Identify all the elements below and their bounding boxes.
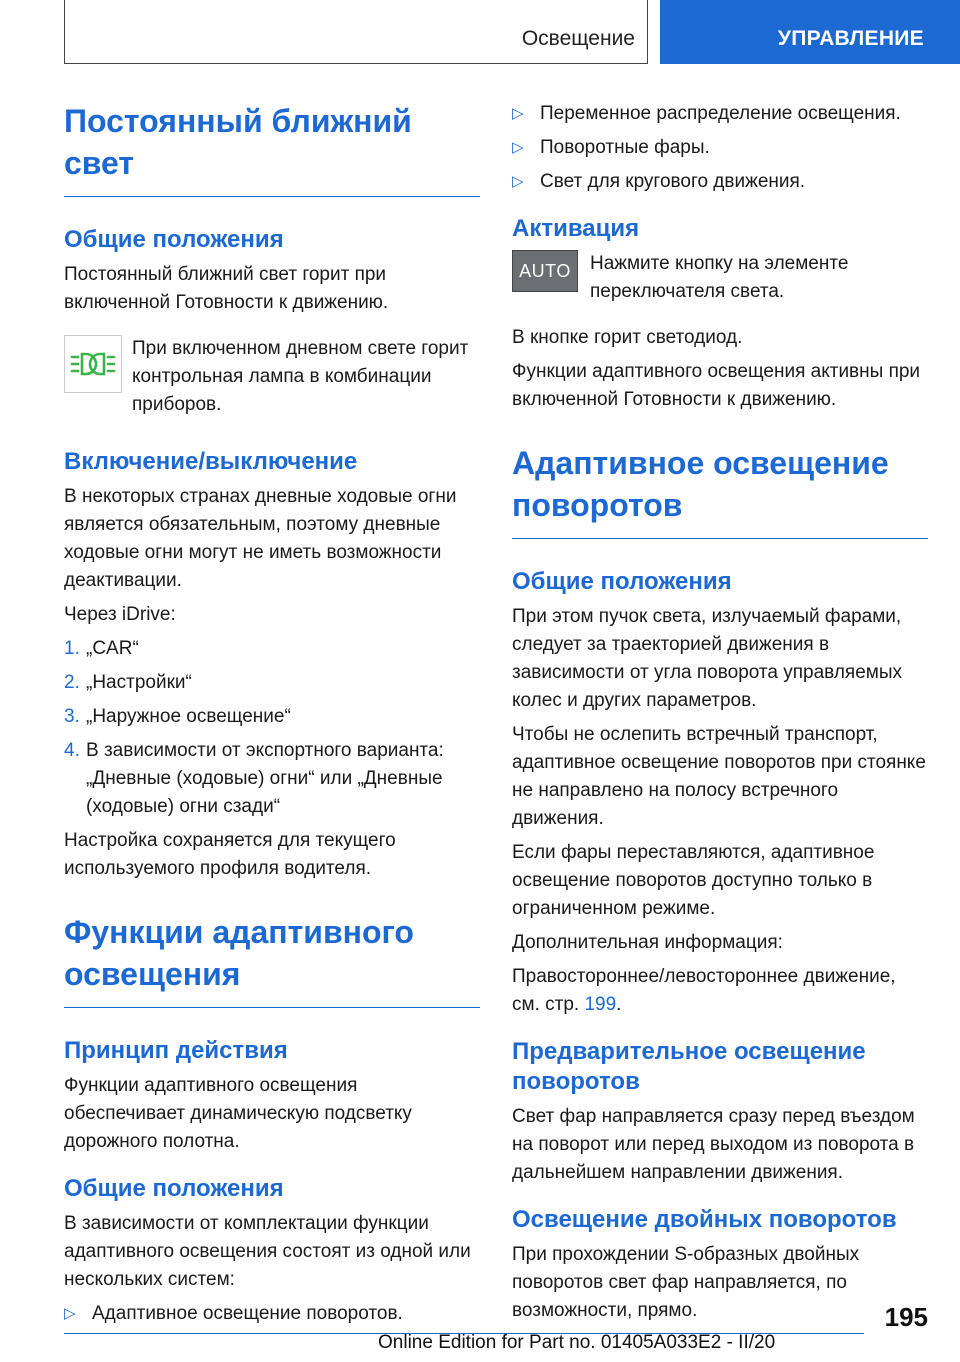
- step-number: 4.: [64, 740, 80, 761]
- paragraph-indicator: При включенном дневном свете горит контрольная лампа в комбинации приборов.: [132, 338, 469, 415]
- header-section-box: [64, 0, 648, 64]
- paragraph-principle: Функции адаптивного освещения обеспечивает динамическую подсветку дорожного полотна.: [64, 1075, 412, 1152]
- page-number: 195: [884, 1302, 928, 1332]
- list-item: [512, 134, 928, 162]
- heading-adaptive-functions: Функции адаптивного освещения: [64, 911, 480, 1008]
- list-item: [64, 669, 480, 697]
- list-item: [512, 100, 928, 128]
- paragraph-general-2: В зависимости от комплектации функции адаптивного освещения состоят из одной или нескольких систем:: [64, 1213, 471, 1290]
- paragraph-beam: При этом пучок света, излучаемый фарами, следует за траекторией движения в зависимости от угла поворота управляемых колес и других параметров.: [512, 606, 902, 711]
- bullet-text: Переменное распределение освещения.: [540, 103, 901, 124]
- left-column: [64, 100, 480, 1328]
- step-text: „Настройки“: [86, 672, 192, 693]
- heading-pre-cornering: Предварительное освещение поворотов: [512, 1038, 866, 1095]
- paragraph-on-off: В некоторых странах дневные ходовые огни является обязательным, поэтому дневные ходовые огни могут не иметь возможности деактивации.: [64, 486, 457, 591]
- step-text: В зависимости от экспортного варианта: „Дневные (ходовые) огни“ или „Дневные (ходовые) огни сзади“: [86, 740, 444, 817]
- bullet-triangle-icon: ▷: [64, 1305, 76, 1322]
- auto-button-label: AUTO: [519, 260, 571, 281]
- bullet-text: Свет для кругового движения.: [540, 171, 806, 192]
- list-item: [64, 703, 480, 731]
- bullet-text: Поворотные фары.: [540, 137, 710, 158]
- bullet-text: Адаптивное освещение поворотов.: [92, 1303, 403, 1324]
- paragraph-double-cornering: При прохождении S-образных двойных поворотов свет фар направляется, по возможности, прямо.: [512, 1244, 860, 1321]
- heading-permanent-low-beam: Постоянный ближний свет: [64, 100, 480, 197]
- list-item: [512, 168, 928, 196]
- paragraph-pre-cornering: Свет фар направляется сразу перед въездом на поворот или перед выходом из поворота в дальнейшем направлении движения.: [512, 1106, 915, 1183]
- bullet-triangle-icon: ▷: [512, 139, 524, 156]
- header-chapter-title: УПРАВЛЕНИЕ: [777, 27, 924, 50]
- header-section-title: Освещение: [521, 27, 635, 50]
- step-number: 3.: [64, 706, 80, 727]
- traffic-text: Правостороннее/левостороннее движение, см. стр.: [512, 966, 896, 1015]
- step-number: 1.: [64, 638, 80, 659]
- step-text: „CAR“: [86, 638, 139, 659]
- heading-general-3: Общие положения: [512, 568, 732, 595]
- paragraph-profile-saved: Настройка сохраняется для текущего используемого профиля водителя.: [64, 830, 396, 879]
- heading-general-2: Общие положения: [64, 1175, 284, 1202]
- auto-button-note: [512, 250, 928, 306]
- list-item: [64, 1300, 480, 1328]
- heading-double-cornering: Освещение двойных поворотов: [512, 1206, 897, 1233]
- right-column: [512, 100, 928, 1325]
- auto-button-icon: [512, 250, 578, 292]
- bullet-triangle-icon: ▷: [512, 105, 524, 122]
- heading-principle: Принцип действия: [64, 1037, 288, 1064]
- list-item: [64, 635, 480, 663]
- bullet-triangle-icon: ▷: [512, 173, 524, 190]
- step-number: 2.: [64, 672, 80, 693]
- paragraph-press-button: Нажмите кнопку на элементе переключателя света.: [590, 253, 849, 302]
- heading-on-off: Включение/выключение: [64, 448, 358, 475]
- step-text: „Наружное освещение“: [86, 706, 291, 727]
- steps-list: [64, 635, 480, 821]
- heading-general: Общие положения: [64, 226, 284, 253]
- paragraph-traffic: Правостороннее/левостороннее движение, см. стр. 199.: [512, 966, 896, 1015]
- paragraph-general: Постоянный ближний свет горит при включенной Готовности к движению.: [64, 264, 389, 313]
- paragraph-switched: Если фары переставляются, адаптивное освещение поворотов доступно только в ограниченном режиме.: [512, 842, 875, 919]
- header-chapter-tab[interactable]: [660, 0, 960, 64]
- daytime-running-lights-icon: [64, 335, 122, 393]
- indicator-note: [64, 335, 480, 419]
- paragraph-more-info: Дополнительная информация:: [512, 932, 783, 953]
- heading-adaptive-cornering: Адаптивное освещение поворотов: [512, 442, 928, 539]
- paragraph-led: В кнопке горит светодиод.: [512, 327, 743, 348]
- paragraph-dazzle: Чтобы не ослепить встречный транспорт, адаптивное освещение поворотов при стоянке не направлено на полосу встречного движения.: [512, 724, 926, 829]
- heading-activation: Активация: [512, 215, 640, 242]
- page-reference-link[interactable]: 199: [584, 994, 617, 1015]
- paragraph-via-idrive: Через iDrive:: [64, 604, 176, 625]
- paragraph-active: Функции адаптивного освещения активны при включенной Готовности к движению.: [512, 361, 921, 410]
- footer-edition: Online Edition for Part no. 01405A033E2 - II/20: [378, 1332, 776, 1353]
- list-item: [64, 737, 480, 821]
